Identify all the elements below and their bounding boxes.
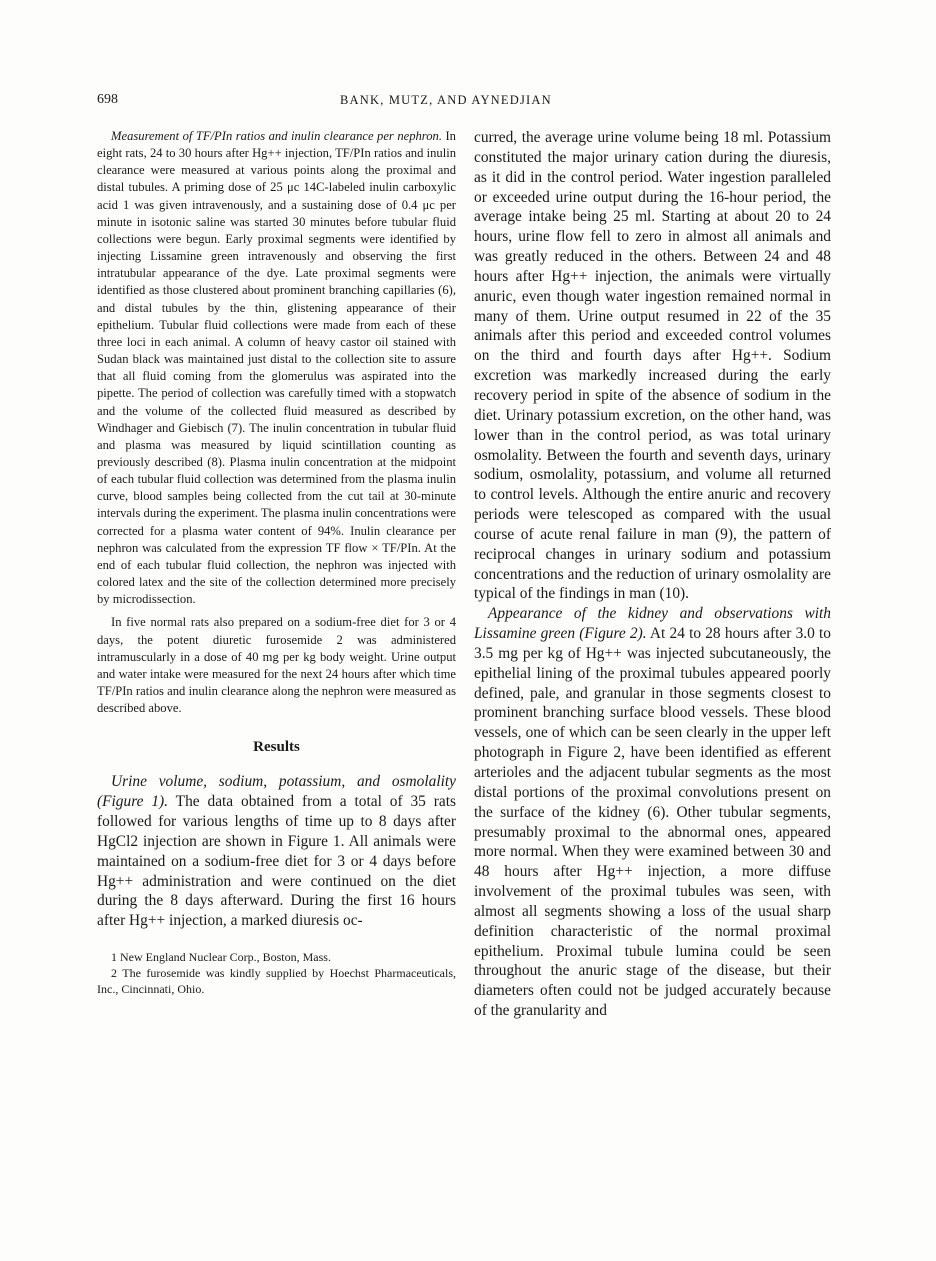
page-number: 698 [97, 92, 118, 107]
section-subheading: Appearance of the kidney and observations with Lissamine green (Figure 2). [474, 605, 831, 643]
footnote-1: 1 New England Nuclear Corp., Boston, Mass. [111, 950, 331, 965]
methods-paragraph-2: In five normal rats also prepared on a sodium-free diet for 3 or 4 days, the potent diuretic furosemide 2 was administered intramuscularly in a dose of 40 mg per kg body weight. Urine output and water intake were measured for the next 24 hours after which time TF/PIn ratios and inulin clearance along the nephron were measured as described above. [97, 615, 456, 716]
paragraph-text: In eight rats, 24 to 30 hours after Hg++ injection, TF/PIn ratios and inulin clearance were measured at various points along the proximal and distal tubules. A priming dose of 25 μc 14C-labeled inulin carboxylic acid 1 was given intravenously, and a sustaining dose of 0.4 μc per minute in isotonic saline was started 30 minutes before tubular fluid collections were begun. Early proximal segments were identified by injecting Lissamine green intravenously and observing the first intratubular appearance of the dye. Late proximal segments were identified as those clustered about prominent branching capillaries (6), and distal tubules by the thin, glistening appearance of their epithelium. Tubular fluid collections were made from each of these three loci in each animal. A column of heavy castor oil stained with Sudan black was maintained just distal to the collection site to assure that all fluid coming from the glomerulus was aspirated into the pipette. The period of collection was carefully timed with a stopwatch and the volume of the collected fluid measured as described by Windhager and Giebisch (7). The inulin concentration in tubular fluid and plasma was measured by liquid scintillation counting as previously described (8). Plasma inulin concentration at the midpoint of each tubular fluid collection was determined from the plasma inulin curve, blood samples being collected from the cut tail at 30-minute intervals during the experiment. The plasma inulin concentrations were corrected for a plasma water content of 94%. Inulin clearance per nephron was calculated from the expression TF flow × TF/PIn. At the end of each tubular fluid collection, the nephron was injected with colored latex and the site of the collection determined more precisely by microdissection. [97, 129, 456, 607]
paragraph-text: The data obtained from a total of 35 rats followed for various lengths of time up to 8 days after HgCl2 injection are shown in Figure 1. All animals were maintained on a sodium-free diet for 3 or 4 days before Hg++ administration and were continued on the diet during the 8 days afterward. During the first 16 hours after Hg++ injection, a marked diuresis oc- [97, 793, 457, 930]
footnotes [97, 949, 456, 997]
left-column [97, 128, 456, 997]
running-head: BANK, MUTZ, AND AYNEDJIAN [340, 93, 552, 107]
methods-paragraph-1 [97, 128, 456, 608]
results-paragraph-1 [97, 772, 456, 931]
results-paragraph-2 [474, 604, 831, 1021]
right-column [474, 128, 831, 1021]
section-subheading: Urine volume, sodium, potassium, and osmolality (Figure 1). [97, 773, 456, 811]
results-paragraph-continued: curred, the average urine volume being 18 ml. Potassium constituted the major urinary cation during the diuresis, as it did in the control period. Water ingestion paralleled or exceeded urine output during the 16-hour period, the average intake being 25 ml. Starting at about 20 to 24 hours, urine flow fell to zero in almost all animals and was greatly reduced in the others. Between 24 and 48 hours after Hg++ injection, the animals were virtually anuric, even though water ingestion remained normal in many of them. Urine output resumed in 22 of the 35 animals after this period and exceeded control volumes on the third and fourth days after Hg++. Sodium excretion was markedly increased during the early recovery period in spite of the absence of sodium in the diet. Urinary potassium excretion, on the other hand, was lower than in the control period, as was total urinary osmolality. Between the fourth and seventh days, urinary sodium, osmolality, potassium, and volume all returned to control levels. Although the entire anuric and recovery periods were telescoped as compared with the usual course of acute renal failure in man (9), the pattern of reciprocal changes in urinary sodium and potassium concentrations and the reduction of urinary osmolality are typical of the findings in man (10). [474, 129, 831, 603]
results-heading: Results [253, 739, 300, 756]
footnote-2: 2 The furosemide was kindly supplied by Hoechst Pharmaceuticals, Inc., Cincinnati, Ohio. [97, 966, 456, 997]
paragraph-text: At 24 to 28 hours after 3.0 to 3.5 mg per kg of Hg++ was injected subcutaneously, the epithelial lining of the proximal tubules appeared poorly defined, pale, and granular in those segments closest to prominent branching surface blood vessels. These blood vessels, one of which can be seen clearly in the upper left photograph in Figure 2, have been identified as efferent arterioles and the adjacent tubular segments as the most distal portions of the proximal convolutions present on the surface of the kidney (6). Other tubular segments, presumably proximal to the abnormal ones, appeared more normal. When they were examined between 30 and 48 hours after Hg++ injection, a more diffuse involvement of the proximal tubules was seen, with almost all segments showing a loss of the usual sharp definition characteristic of the normal proximal epithelium. Proximal tubule lumina could be seen throughout the anuric stage of the disease, but their diameters often could not be judged accurately because of the granularity and [474, 625, 831, 1020]
section-subheading: Measurement of TF/PIn ratios and inulin clearance per nephron. [111, 129, 442, 143]
